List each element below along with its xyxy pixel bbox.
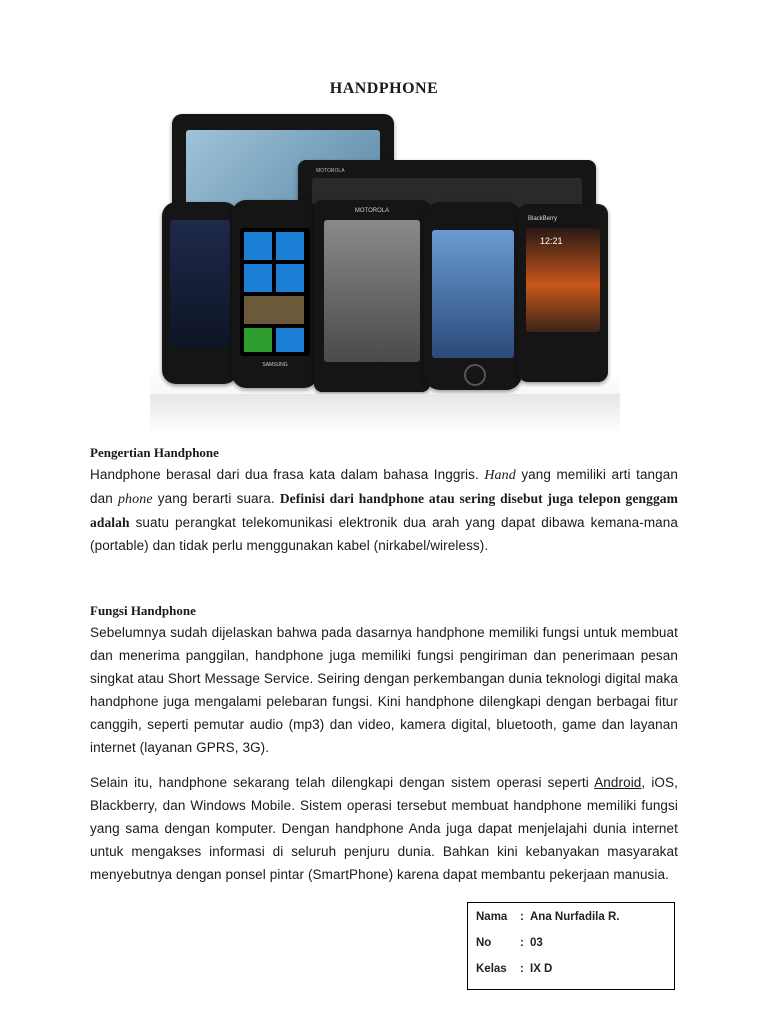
student-info-box — [467, 902, 675, 990]
section-heading-fungsi: Fungsi Handphone — [90, 603, 196, 618]
text: suatu perangkat telekomunikasi elektronik dua arah yang dapat dibawa kemana-mana (portable) dan tidak perlu menggunakan kabel (nirkabel/wireless). — [90, 515, 678, 553]
info-value: 03 — [530, 937, 543, 949]
info-row-kelas — [476, 961, 552, 977]
blackberry-clock: 12:21 — [540, 236, 563, 246]
info-label: No — [476, 937, 492, 949]
live-tile-xbox — [244, 328, 272, 352]
paragraph-fungsi-1: Sebelumnya sudah dijelaskan bahwa pada dasarnya handphone memiliki fungsi untuk membuat dan menerima panggilan, handphone juga memiliki fungsi pengiriman dan penerimaan pesan singkat atau Short Message Service. Seiring dengan perkembangan dunia teknologi digital maka handphone juga mengalami pelebaran fungsi. Kini handphone dilengkapi dengan berbagai fitur canggih, seperti pemutar audio (mp3) dan video, kamera digital, bluetooth, game dan layanan internet (layanan GPRS, 3G). — [90, 625, 678, 755]
info-row-no — [476, 935, 543, 951]
term-hand: Hand — [484, 468, 516, 483]
text: yang memiliki arti tangan dan — [90, 467, 678, 506]
paragraph-fungsi-2 — [90, 771, 678, 886]
smartphone-blackberry — [518, 204, 608, 382]
brand-label-samsung: SAMSUNG — [262, 362, 288, 368]
live-tile — [276, 232, 304, 260]
paragraph-pengertian — [90, 463, 678, 557]
info-row-nama — [476, 909, 619, 925]
brand-label-motorola-tablet: MOTOROLA — [316, 168, 345, 174]
windows-phone-screen — [240, 228, 310, 356]
brand-label-blackberry: BlackBerry — [528, 216, 558, 222]
info-label: Nama — [476, 911, 508, 923]
term-phone: phone — [117, 492, 153, 507]
smartphone-icon — [162, 202, 238, 384]
brand-label-motorola: MOTOROLA — [354, 208, 390, 214]
info-value: Ana Nurfadila R. — [530, 911, 620, 923]
phone-menu-screen — [170, 220, 230, 348]
info-separator: : — [520, 963, 524, 975]
text: , iOS, Blackberry, dan Windows Mobile. Sistem operasi tersebut membuat handphone memiliki fungsi yang sama dengan komputer. Dengan handphone Anda juga dapat menjelajahi dunia internet untuk mengakses informasi di seluruh penjuru dunia. Bahkan kini kebanyakan masyarakat menyebutnya dengan ponsel pintar (SmartPhone) karena dapat membantu pekerjaan manusia. — [90, 775, 678, 882]
section-fungsi — [90, 601, 678, 886]
smartphone-windows-phone — [232, 200, 318, 388]
live-tile-photos — [244, 296, 304, 324]
text: Selain itu, handphone sekarang telah dilengkapi dengan sistem operasi seperti — [90, 775, 595, 790]
definition-bold: Definisi dari handphone atau sering disebut juga telepon genggam adalah — [90, 491, 678, 530]
text: yang berarti suara. — [152, 491, 280, 506]
handphone-product-photo — [150, 108, 620, 434]
text: Handphone berasal dari dua frasa kata dalam bahasa Inggris. — [90, 467, 485, 482]
iphone-screen — [432, 230, 514, 358]
photo-reflection — [150, 394, 620, 434]
page-title: HANDPHONE — [329, 80, 439, 97]
live-tile — [244, 264, 272, 292]
home-button-icon — [464, 364, 486, 386]
live-tile — [244, 232, 272, 260]
droid-screen — [324, 220, 420, 362]
live-tile — [276, 264, 304, 292]
android-link[interactable]: Android — [594, 775, 642, 790]
info-value: IX D — [530, 963, 553, 975]
live-tile — [276, 328, 304, 352]
blackberry-screen — [526, 228, 600, 332]
section-pengertian — [90, 443, 678, 557]
info-separator: : — [520, 911, 524, 923]
info-label: Kelas — [476, 963, 507, 975]
section-heading-pengertian: Pengertian Handphone — [90, 445, 219, 460]
info-separator: : — [520, 937, 524, 949]
touch-screen-icon — [314, 200, 430, 392]
smartphone-iphone — [424, 202, 522, 390]
